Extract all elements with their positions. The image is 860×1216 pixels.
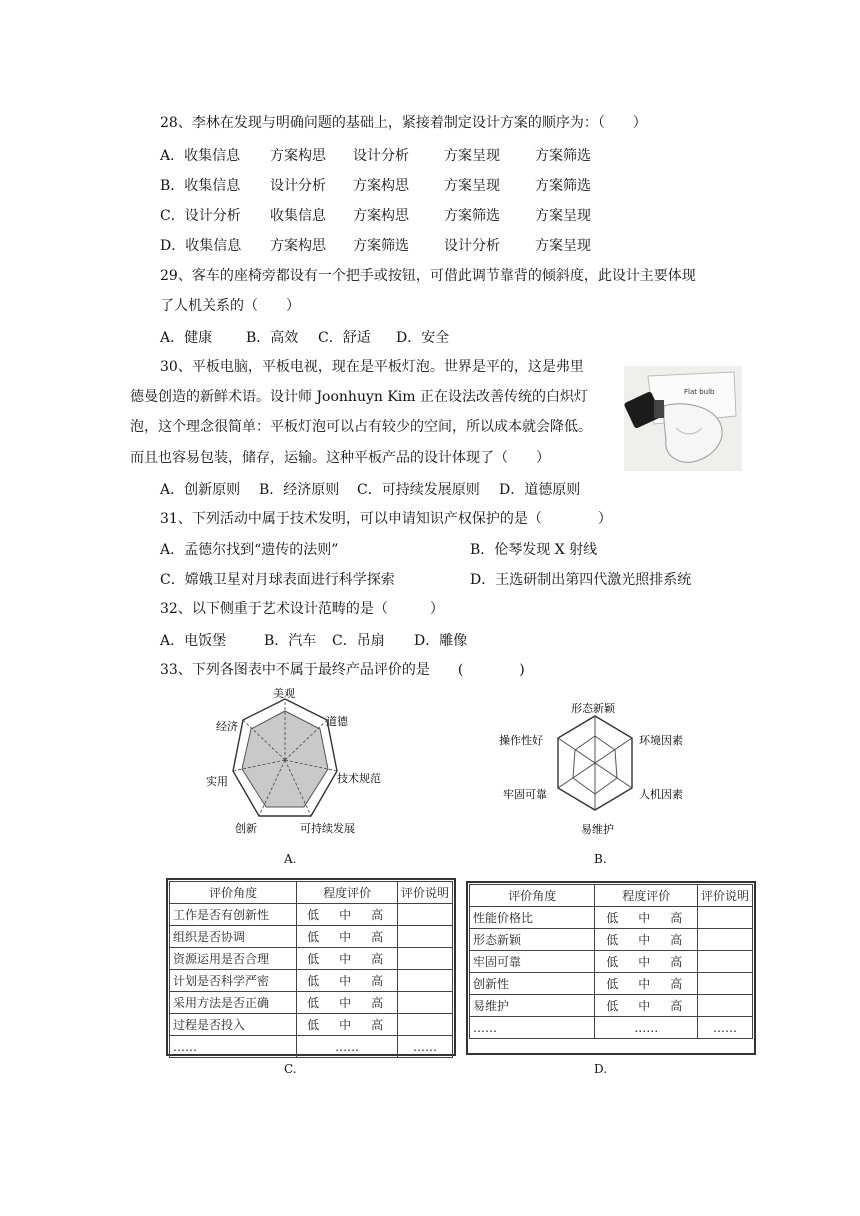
q31-option-c: C．嫦娥卫星对月球表面进行科学探索: [160, 572, 395, 588]
q28-option-b-4: 方案呈现: [444, 178, 500, 194]
q30-line3: 泡，这个理念很简单：平板灯泡可以占有较少的空间，所以成本就会降低。: [130, 419, 592, 435]
q30-option-c: C．可持续发展原则: [357, 482, 480, 498]
table-c-cell: 低 中 高: [297, 926, 398, 948]
q32-option-b: B．汽车: [264, 633, 317, 649]
q29-option-c: C．舒适: [318, 330, 371, 346]
table-row: [470, 995, 753, 1017]
table-d-cell: [697, 995, 752, 1017]
table-c-ellipsis: ……: [397, 1036, 452, 1058]
table-d-cell: [697, 929, 752, 951]
table-c-cell: 过程是否投入: [170, 1014, 297, 1036]
table-c-cell: 低 中 高: [297, 948, 398, 970]
q30-line2: 德曼创造的新鲜术语。设计师 Joonhuyn Kim 正在设法改善传统的白炽灯: [130, 389, 589, 405]
table-d-cell: [697, 907, 752, 929]
q28-option-a-4: 方案呈现: [444, 148, 500, 164]
q28-option-b-3: 方案构思: [353, 178, 409, 194]
evaluation-table-d: [469, 884, 753, 1039]
q30-line1: 30、平板电脑，平板电视，现在是平板灯泡。世界是平的，这是弗里: [160, 359, 584, 375]
q28-option-b-5: 方案筛选: [535, 178, 591, 194]
table-c-cell: 低 中 高: [297, 1014, 398, 1036]
figure-a-caption: A.: [284, 852, 297, 866]
table-c-ellipsis: ……: [297, 1036, 398, 1058]
q29-stem-line1: 29、客车的座椅旁都设有一个把手或按钮，可借此调节靠背的倾斜度，此设计主要体现: [160, 268, 696, 284]
q32-stem: 32、以下侧重于艺术设计范畴的是（ ）: [160, 601, 444, 617]
radar-b-label-1: 环境因素: [639, 734, 683, 747]
table-d-cell: 创新性: [470, 973, 595, 995]
table-row: [170, 1036, 453, 1058]
table-c-cell: [397, 1014, 452, 1036]
table-d-cell: 性能价格比: [470, 907, 595, 929]
q30-option-a: A．创新原则: [160, 482, 241, 498]
q29-option-b: B．高效: [246, 330, 299, 346]
q33-stem: 33、下列各图表中不属于最终产品评价的是 ( ): [160, 662, 525, 678]
q29-stem-line2: 了人机关系的（ ）: [160, 298, 300, 314]
table-c-ellipsis: ……: [170, 1036, 297, 1058]
q30-option-d: D．道德原则: [499, 482, 581, 498]
figure-b-caption: B.: [594, 852, 607, 866]
table-c-cell: [397, 904, 452, 926]
q32-option-c: C．吊扇: [332, 633, 385, 649]
q28-option-d-4: 设计分析: [444, 238, 500, 254]
table-c-cell: [397, 992, 452, 1014]
radar-chart-a: [200, 685, 381, 845]
table-row: [170, 992, 453, 1014]
table-row: [170, 970, 453, 992]
table-c-cell: 工作是否有创新性: [170, 904, 297, 926]
table-d-cell: 易维护: [470, 995, 595, 1017]
q28-option-d-2: 方案构思: [270, 238, 326, 254]
table-c-cell: 低 中 高: [297, 904, 398, 926]
figure-c-caption: C.: [284, 1062, 297, 1076]
table-d-cell: 低 中 高: [595, 907, 698, 929]
table-row: [470, 951, 753, 973]
radar-a-label-4: 创新: [235, 822, 257, 835]
table-d-cell: 牢固可靠: [470, 951, 595, 973]
table-d-cell: 低 中 高: [595, 929, 698, 951]
q28-option-d-5: 方案呈现: [535, 238, 591, 254]
table-c-cell: [397, 970, 452, 992]
radar-b-label-4: 牢固可靠: [503, 788, 547, 801]
table-d-header: [470, 885, 753, 907]
table-row: [170, 926, 453, 948]
table-d-header-degree: 程度评价: [595, 885, 698, 907]
q28-option-b-2: 设计分析: [270, 178, 326, 194]
radar-chart-b: [495, 698, 735, 838]
table-row: [470, 973, 753, 995]
table-c-header: [170, 882, 453, 904]
table-c-header-note: 评价说明: [397, 882, 452, 904]
table-c-cell: [397, 926, 452, 948]
q29-option-a: A．健康: [160, 330, 213, 346]
q31-option-a: A．孟德尔找到“遗传的法则”: [160, 542, 339, 558]
table-c-cell: 低 中 高: [297, 970, 398, 992]
table-d-cell: [697, 973, 752, 995]
q28-option-c-1: C．设计分析: [160, 208, 241, 224]
q28-option-d-3: 方案筛选: [353, 238, 409, 254]
radar-a-label-5: 实用: [206, 775, 228, 788]
q31-option-b: B．伦琴发现 X 射线: [470, 542, 598, 558]
table-d-cell: [697, 951, 752, 973]
table-c-cell: 资源运用是否合理: [170, 948, 297, 970]
table-c-cell: 低 中 高: [297, 992, 398, 1014]
table-row: [470, 929, 753, 951]
figure-d-caption: D.: [594, 1062, 608, 1076]
radar-b-label-2: 人机因素: [639, 788, 683, 801]
q28-option-d-1: D．收集信息: [160, 238, 242, 254]
table-d-cell: 低 中 高: [595, 973, 698, 995]
radar-a-label-3: 可持续发展: [300, 822, 355, 835]
q28-option-a-1: A．收集信息: [160, 148, 241, 164]
q28-option-c-3: 方案构思: [353, 208, 409, 224]
radar-a-label-0: 美观: [273, 687, 295, 700]
table-d-ellipsis: ……: [595, 1017, 698, 1039]
table-d-cell: 低 中 高: [595, 995, 698, 1017]
table-row: [170, 904, 453, 926]
q28-option-b-1: B．收集信息: [160, 178, 241, 194]
q28-option-a-2: 方案构思: [270, 148, 326, 164]
table-c-cell: [397, 948, 452, 970]
table-d-ellipsis: ……: [470, 1017, 595, 1039]
evaluation-table-c: [169, 881, 453, 1058]
radar-b-label-5: 操作性好: [499, 734, 543, 747]
flat-bulb-label: Flat bulb: [684, 388, 715, 396]
table-row: [170, 948, 453, 970]
table-c-cell: 计划是否科学严密: [170, 970, 297, 992]
table-c-cell: 组织是否协调: [170, 926, 297, 948]
table-c-cell: 采用方法是否正确: [170, 992, 297, 1014]
table-d-cell: 低 中 高: [595, 951, 698, 973]
table-d-ellipsis: ……: [697, 1017, 752, 1039]
q32-option-d: D．雕像: [414, 633, 468, 649]
q32-option-a: A．电饭堡: [160, 633, 227, 649]
q28-option-c-2: 收集信息: [270, 208, 326, 224]
flat-bulb-image: [624, 366, 742, 471]
radar-a-label-6: 经济: [216, 720, 238, 733]
table-d-header-note: 评价说明: [697, 885, 752, 907]
q28-option-a-5: 方案筛选: [535, 148, 591, 164]
q28-option-c-5: 方案呈现: [535, 208, 591, 224]
table-c-header-angle: 评价角度: [170, 882, 297, 904]
table-c-header-degree: 程度评价: [297, 882, 398, 904]
table-row: [470, 907, 753, 929]
radar-b-label-3: 易维护: [581, 823, 614, 836]
q30-option-b: B．经济原则: [259, 482, 340, 498]
table-row: [470, 1017, 753, 1039]
q29-option-d: D．安全: [396, 330, 450, 346]
q28-option-c-4: 方案筛选: [444, 208, 500, 224]
radar-a-label-2: 技术规范: [337, 772, 381, 785]
q30-line4: 而且也容易包装，储存，运输。这种平板产品的设计体现了（ ）: [130, 450, 550, 466]
q28-option-a-3: 设计分析: [353, 148, 409, 164]
table-row: [170, 1014, 453, 1036]
q28-stem: 28、李林在发现与明确问题的基础上，紧接着制定设计方案的顺序为：（ ）: [160, 115, 647, 131]
q31-option-d: D．王选研制出第四代激光照排系统: [470, 572, 692, 588]
radar-a-label-1: 道德: [326, 715, 348, 728]
table-d-header-angle: 评价角度: [470, 885, 595, 907]
q31-stem: 31、下列活动中属于技术发明，可以申请知识产权保护的是（ ）: [160, 511, 612, 527]
radar-b-label-0: 形态新颖: [571, 702, 615, 715]
table-d-cell: 形态新颖: [470, 929, 595, 951]
